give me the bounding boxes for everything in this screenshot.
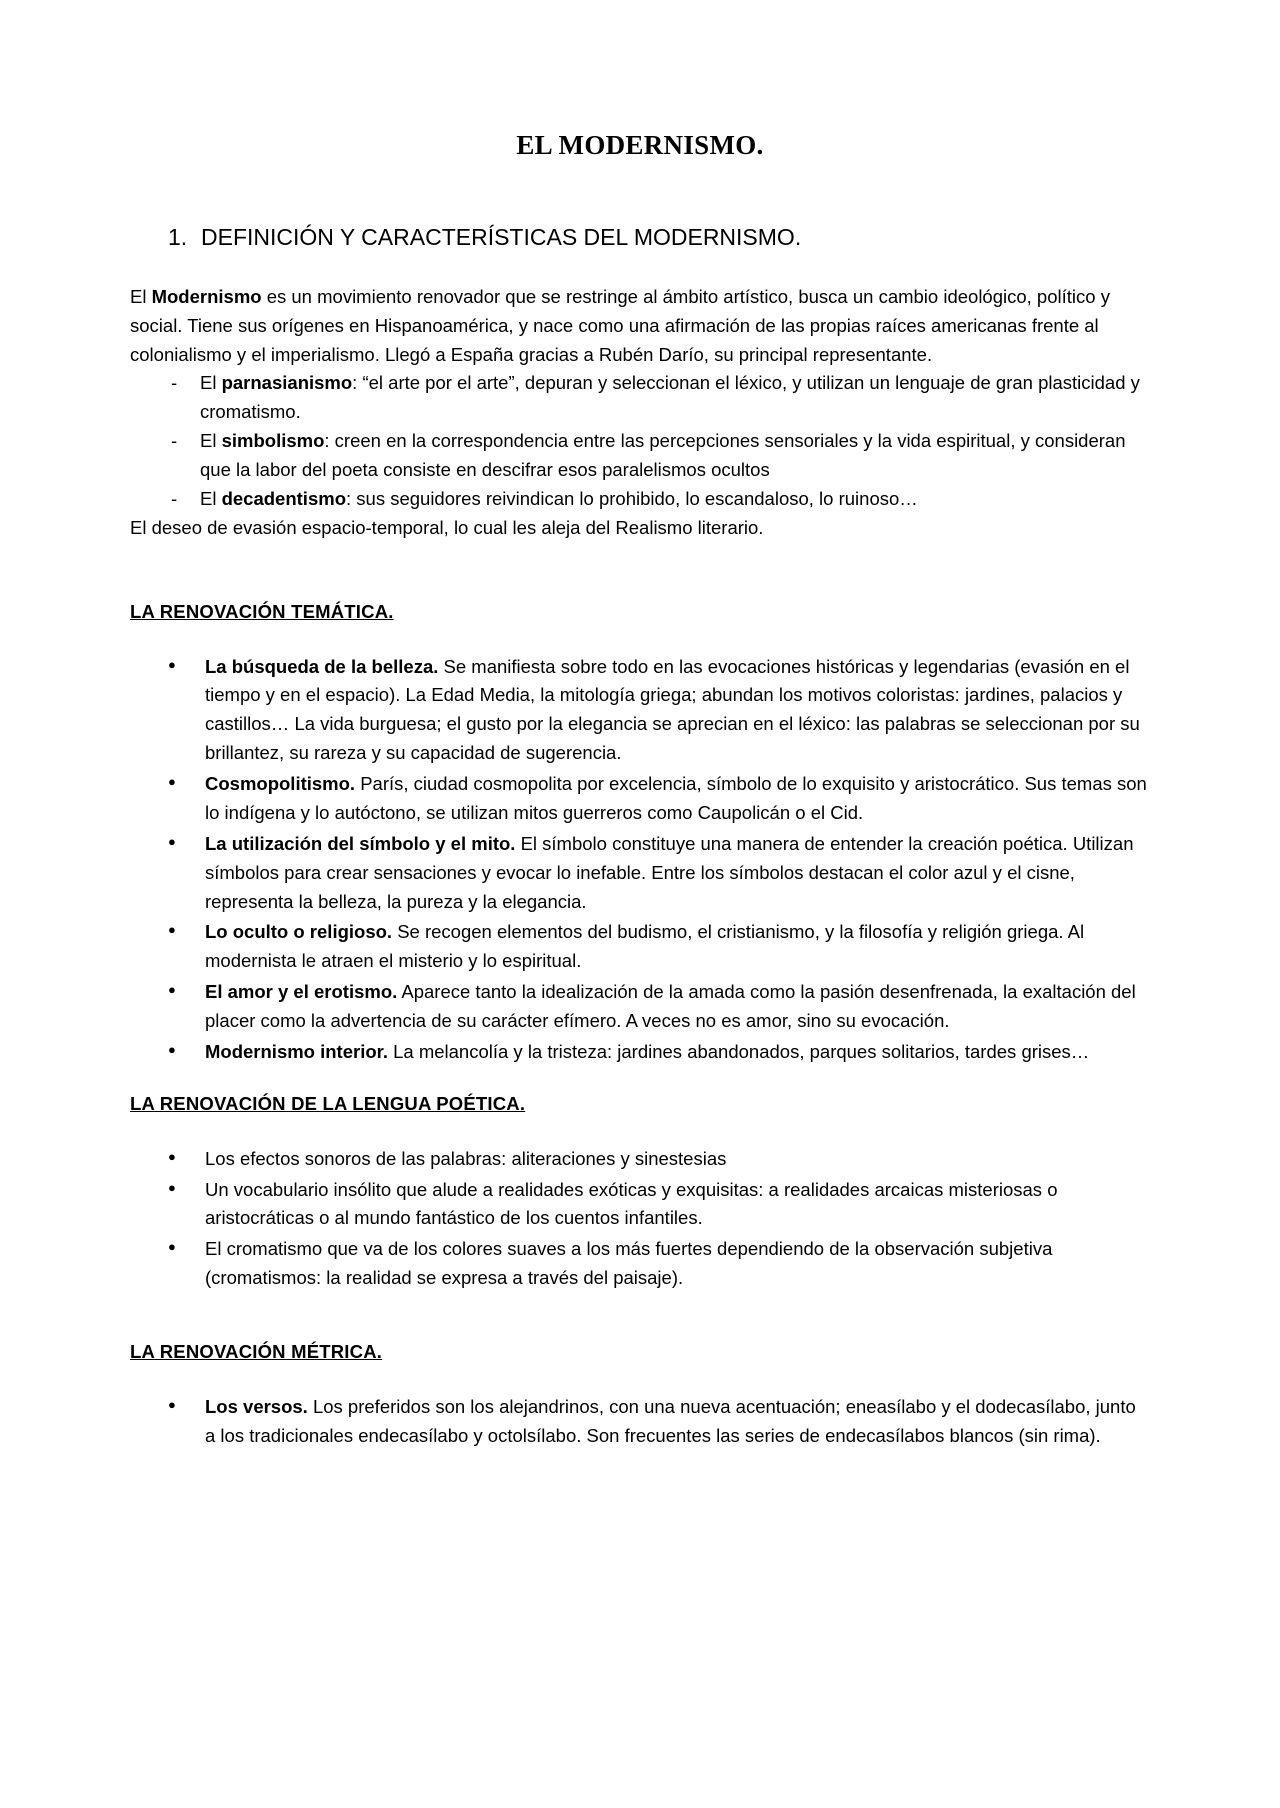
lengua-item-2-rest: El cromatismo que va de los colores suaves a los más fuertes dependiendo de la observación subjetiva (cromatismos: la realidad se expresa a través del paisaje). <box>205 1238 1053 1289</box>
tematica-list <box>130 653 1150 1067</box>
dash-item-1-term: simbolismo <box>221 430 325 452</box>
subheading-renovacion-tematica: LA RENOVACIÓN TEMÁTICA. <box>130 600 394 622</box>
tematica-item-2-lead: La utilización del símbolo y el mito. <box>205 832 516 854</box>
dash-item-2-lead-a: El <box>200 487 222 509</box>
list-item <box>168 978 1150 1036</box>
lengua-item-0-rest: Los efectos sonoros de las palabras: aliteraciones y sinestesias <box>205 1147 727 1169</box>
list-item <box>168 485 1150 514</box>
dash-item-0-rest: : “el arte por el arte”, depuran y seleccionan el léxico, y utilizan un lenguaje de gran plasticidad y cromatismo. <box>200 372 1140 423</box>
tematica-item-3-rest: Se recogen elementos del budismo, el cristianismo, y la filosofía y religión griega. Al modernista le atraen el misterio y lo espiritual. <box>205 921 1085 972</box>
tematica-item-5-rest: La melancolía y la tristeza: jardines abandonados, parques solitarios, tardes grises… <box>387 1040 1090 1062</box>
section-1-title: DEFINICIÓN Y CARACTERÍSTICAS DEL MODERNISMO. <box>201 224 802 250</box>
list-item <box>168 653 1150 768</box>
section-1-dash-list <box>130 369 1150 513</box>
list-item <box>168 369 1150 427</box>
tematica-item-3-lead: Lo oculto o religioso. <box>205 921 393 943</box>
tematica-item-2-rest: El símbolo constituye una manera de entender la creación poética. Utilizan símbolos para crear sensaciones y evocar lo inefable. Entre los símbolos destacan el color azul y el cisne, representa la belleza, la pureza y la elegancia. <box>205 832 1134 912</box>
dash-item-2-term: decadentismo <box>221 487 346 509</box>
tematica-item-5-lead: Modernismo interior. <box>205 1040 388 1062</box>
section-1-heading <box>130 223 1150 253</box>
list-item <box>168 1145 1150 1174</box>
intro-text-a: El <box>130 285 152 307</box>
tematica-item-0-rest: Se manifiesta sobre todo en las evocaciones históricas y legendarias (evasión en el tiempo y en el espacio). La Edad Media, la mitología griega; abundan los motivos coloristas: jardines, palacios y castillos… La vida burguesa; el gusto por la elegancia se aprecian en el léxico: las palabras se seleccionan por su brillantez, su rareza y su capacidad de sugerencia. <box>205 655 1140 764</box>
tematica-item-0-lead: La búsqueda de la belleza. <box>205 655 439 677</box>
dash-item-1-rest: : creen en la correspondencia entre las percepciones sensoriales y la vida espiritual, y consideran que la labor del poeta consiste en descifrar esos paralelismos ocultos <box>200 430 1126 481</box>
page-title: EL MODERNISMO. <box>516 130 764 160</box>
metrica-item-0-lead: Los versos. <box>205 1395 308 1417</box>
intro-term-modernismo: Modernismo <box>151 285 262 307</box>
subheading-renovacion-lengua: LA RENOVACIÓN DE LA LENGUA POÉTICA. <box>130 1092 526 1114</box>
list-item <box>168 1235 1150 1293</box>
dash-item-0-lead-a: El <box>200 372 222 394</box>
list-item <box>168 830 1150 917</box>
section-1-closing: El deseo de evasión espacio-temporal, lo cual les aleja del Realismo literario. <box>130 516 764 538</box>
tematica-item-4-rest: Aparece tanto la idealización de la amada como la pasión desenfrenada, la exaltación del placer como la advertencia de su carácter efímero. A veces no es amor, sino su evocación. <box>205 981 1136 1031</box>
tematica-item-1-lead: Cosmopolitismo. <box>205 773 356 795</box>
subheading-renovacion-metrica: LA RENOVACIÓN MÉTRICA. <box>130 1340 383 1362</box>
tematica-item-1-rest: París, ciudad cosmopolita por excelencia, símbolo de lo exquisito y aristocrático. Sus temas son lo indígena y lo autóctono, se utilizan mitos guerreros como Caupolicán o el Cid. <box>205 773 1147 823</box>
list-item <box>168 770 1150 828</box>
section-1-intro <box>130 283 1150 370</box>
dash-item-1-lead-a: El <box>200 430 222 452</box>
list-item <box>168 1176 1150 1234</box>
dash-item-0-term: parnasianismo <box>221 372 353 394</box>
list-item <box>168 1038 1150 1067</box>
section-1-number: 1. <box>168 224 188 250</box>
metrica-list <box>130 1393 1150 1451</box>
dash-item-2-rest: : sus seguidores reivindican lo prohibido, lo escandaloso, lo ruinoso… <box>346 487 918 509</box>
metrica-item-0-rest: Los preferidos son los alejandrinos, con una nueva acentuación; eneasílabo y el dodecasílabo, junto a los tradicionales endecasílabo y octolsílabo. Son frecuentes las series de endecasílabos blancos (sin rima). <box>205 1395 1136 1446</box>
lengua-item-1-rest: Un vocabulario insólito que alude a realidades exóticas y exquisitas: a realidades arcaicas misteriosas o aristocráticas o al mundo fantástico de los cuentos infantiles. <box>205 1178 1058 1229</box>
lengua-list <box>130 1145 1150 1293</box>
list-item <box>168 427 1150 485</box>
intro-text-b: es un movimiento renovador que se restringe al ámbito artístico, busca un cambio ideológico, político y social. Tiene sus orígenes en Hispanoamérica, y nace como una afirmación de las propias raíces americanas frente al colonialismo y el imperialismo. Llegó a España gracias a Rubén Darío, su principal representante. <box>130 285 1110 365</box>
tematica-item-4-lead: El amor y el erotismo. <box>205 981 398 1003</box>
list-item <box>168 1393 1150 1451</box>
list-item <box>168 918 1150 976</box>
